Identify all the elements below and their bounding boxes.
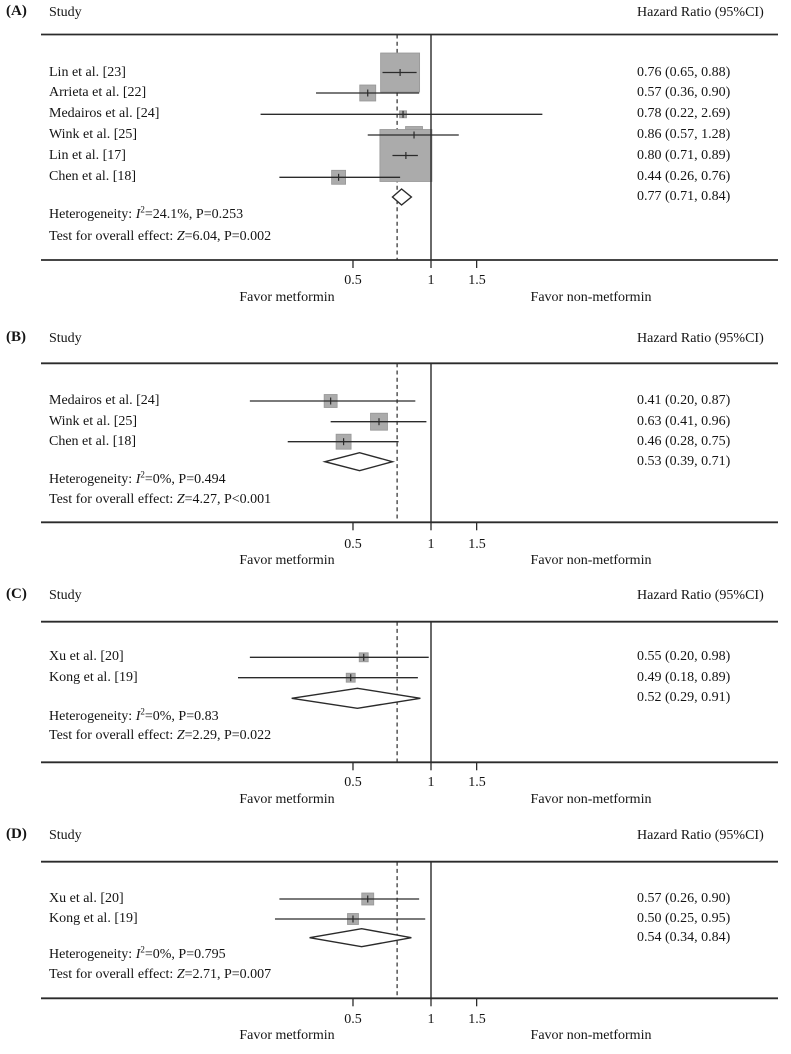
i-squared-symbol: I [135, 947, 141, 962]
heterogeneity-note [49, 471, 226, 488]
heterogeneity-label: Heterogeneity: [49, 947, 136, 962]
study-label: Chen et al. [18] [49, 169, 137, 184]
hr-column-header: Hazard Ratio (95%CI) [637, 5, 764, 20]
overall-effect-note [49, 228, 271, 245]
heterogeneity-value: =24.1%, P=0.253 [144, 207, 244, 222]
i-squared-sup: 2 [140, 944, 145, 955]
hr-column-header: Hazard Ratio (95%CI) [637, 588, 764, 603]
test-value: =4.27, P<0.001 [184, 492, 272, 507]
study-hr-value: 0.44 (0.26, 0.76) [637, 169, 731, 184]
axis-tick-label: 0.5 [344, 1012, 362, 1027]
test-label: Test for overall effect: [49, 967, 177, 982]
overall-hr-value: 0.54 (0.34, 0.84) [637, 930, 731, 945]
study-label: Xu et al. [20] [49, 649, 124, 664]
heterogeneity-note [49, 946, 226, 963]
favor-metformin-label: Favor metformin [239, 792, 335, 807]
test-value: =2.29, P=0.022 [184, 728, 272, 743]
heterogeneity-note [49, 708, 219, 725]
axis-tick-label: 1.5 [468, 273, 486, 288]
study-hr-value: 0.78 (0.22, 2.69) [637, 106, 731, 121]
test-value: =6.04, P=0.002 [184, 229, 272, 244]
overall-hr-value: 0.53 (0.39, 0.71) [637, 454, 731, 469]
hr-column-header: Hazard Ratio (95%CI) [637, 331, 764, 346]
overall-effect-note [49, 727, 271, 744]
i-squared-symbol: I [135, 709, 141, 724]
overall-effect-note [49, 491, 271, 508]
study-column-header: Study [49, 828, 82, 843]
study-hr-value: 0.49 (0.18, 0.89) [637, 670, 731, 685]
study-hr-value: 0.57 (0.26, 0.90) [637, 891, 731, 906]
panel-letter: (A) [6, 3, 27, 19]
i-squared-symbol: I [135, 207, 141, 222]
study-hr-value: 0.55 (0.20, 0.98) [637, 649, 731, 664]
heterogeneity-value: =0%, P=0.795 [144, 947, 226, 962]
z-symbol: Z [176, 967, 185, 982]
study-label: Kong et al. [19] [49, 670, 138, 685]
study-column-header: Study [49, 5, 82, 20]
study-label: Lin et al. [17] [49, 148, 126, 163]
study-label: Wink et al. [25] [49, 127, 138, 142]
favor-metformin-label: Favor metformin [239, 1028, 335, 1043]
heterogeneity-label: Heterogeneity: [49, 207, 136, 222]
study-hr-value: 0.57 (0.36, 0.90) [637, 85, 731, 100]
z-symbol: Z [176, 728, 185, 743]
study-column-header: Study [49, 588, 82, 603]
study-hr-value: 0.80 (0.71, 0.89) [637, 148, 731, 163]
test-value: =2.71, P=0.007 [184, 967, 272, 982]
study-column-header: Study [49, 331, 82, 346]
heterogeneity-label: Heterogeneity: [49, 472, 136, 487]
overall-hr-value: 0.77 (0.71, 0.84) [637, 189, 731, 204]
heterogeneity-label: Heterogeneity: [49, 709, 136, 724]
axis-tick-label: 0.5 [344, 273, 362, 288]
panel-letter: (B) [6, 329, 26, 345]
axis-tick-label: 1 [427, 775, 435, 790]
heterogeneity-value: =0%, P=0.83 [144, 709, 219, 724]
favor-non-metformin-label: Favor non-metformin [530, 553, 652, 568]
i-squared-symbol: I [135, 472, 141, 487]
test-label: Test for overall effect: [49, 728, 177, 743]
study-hr-value: 0.41 (0.20, 0.87) [637, 393, 731, 408]
i-squared-sup: 2 [140, 204, 145, 215]
heterogeneity-value: =0%, P=0.494 [144, 472, 226, 487]
z-symbol: Z [176, 229, 185, 244]
study-label: Chen et al. [18] [49, 434, 137, 449]
study-label: Xu et al. [20] [49, 891, 124, 906]
favor-non-metformin-label: Favor non-metformin [530, 290, 652, 305]
study-label: Wink et al. [25] [49, 414, 138, 429]
i-squared-sup: 2 [140, 469, 145, 480]
axis-tick-label: 1 [427, 273, 435, 288]
hr-column-header: Hazard Ratio (95%CI) [637, 828, 764, 843]
study-hr-value: 0.46 (0.28, 0.75) [637, 434, 731, 449]
axis-tick-label: 1.5 [468, 1012, 486, 1027]
test-label: Test for overall effect: [49, 229, 177, 244]
study-hr-value: 0.86 (0.57, 1.28) [637, 127, 731, 142]
study-label: Medairos et al. [24] [49, 106, 160, 121]
study-label: Medairos et al. [24] [49, 393, 160, 408]
favor-non-metformin-label: Favor non-metformin [530, 1028, 652, 1043]
study-label: Arrieta et al. [22] [49, 85, 147, 100]
panel-letter: (D) [6, 826, 27, 842]
axis-tick-label: 0.5 [344, 775, 362, 790]
study-hr-value: 0.63 (0.41, 0.96) [637, 414, 731, 429]
study-hr-value: 0.76 (0.65, 0.88) [637, 65, 731, 80]
study-label: Lin et al. [23] [49, 65, 126, 80]
favor-metformin-label: Favor metformin [239, 553, 335, 568]
study-label: Kong et al. [19] [49, 911, 138, 926]
overall-effect-note [49, 966, 271, 983]
test-label: Test for overall effect: [49, 492, 177, 507]
i-squared-sup: 2 [140, 706, 145, 717]
favor-metformin-label: Favor metformin [239, 290, 335, 305]
z-symbol: Z [176, 492, 185, 507]
axis-tick-label: 1 [427, 1012, 435, 1027]
axis-tick-label: 1.5 [468, 775, 486, 790]
axis-tick-label: 0.5 [344, 537, 362, 552]
study-hr-value: 0.50 (0.25, 0.95) [637, 911, 731, 926]
panel-letter: (C) [6, 586, 27, 602]
axis-tick-label: 1.5 [468, 537, 486, 552]
favor-non-metformin-label: Favor non-metformin [530, 792, 652, 807]
overall-hr-value: 0.52 (0.29, 0.91) [637, 690, 731, 705]
heterogeneity-note [49, 206, 243, 223]
axis-tick-label: 1 [427, 537, 435, 552]
